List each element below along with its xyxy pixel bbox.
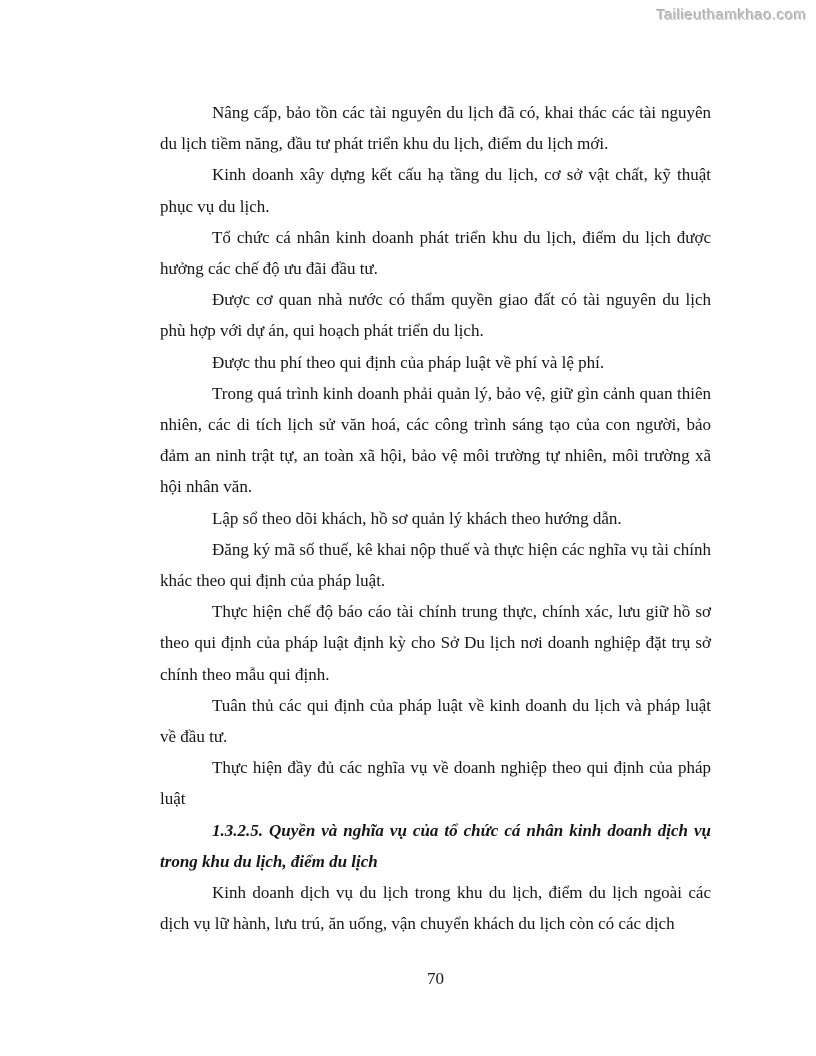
watermark: Tailieuthamkhao.com	[656, 7, 807, 24]
document-body	[160, 97, 711, 939]
section-heading: 1.3.2.5. Quyền và nghĩa vụ của tổ chức cá nhân kinh doanh dịch vụ trong khu du lịch, điểm du lịch	[160, 820, 711, 871]
paragraph: Trong quá trình kinh doanh phải quản lý, bảo vệ, giữ gìn cảnh quan thiên nhiên, các di tích lịch sử văn hoá, các công trình sáng tạo của con người, bảo đảm an ninh trật tự, an toàn xã hội, bảo vệ môi trường tự nhiên, môi trường xã hội nhân văn.	[160, 383, 711, 497]
paragraph: Thực hiện chế độ báo cáo tài chính trung thực, chính xác, lưu giữ hồ sơ theo qui định của pháp luật định kỳ cho Sở Du lịch nơi doanh nghiệp đặt trụ sở chính theo mẫu qui định.	[160, 602, 711, 684]
paragraph: Tổ chức cá nhân kinh doanh phát triển khu du lịch, điểm du lịch được hưởng các chế độ ưu đãi đầu tư.	[160, 227, 711, 279]
paragraph: Nâng cấp, bảo tồn các tài nguyên du lịch đã có, khai thác các tài nguyên du lịch tiềm năng, đầu tư phát triển khu du lịch, điểm du lịch mới.	[160, 103, 711, 154]
paragraph: Tuân thủ các qui định của pháp luật về kinh doanh du lịch và pháp luật về đầu tư.	[160, 695, 711, 747]
paragraph: Kinh doanh dịch vụ du lịch trong khu du lịch, điểm du lịch ngoài các dịch vụ lữ hành, lưu trú, ăn uống, vận chuyển khách du lịch còn có các dịch	[160, 883, 711, 934]
page-number: 70	[427, 969, 444, 988]
paragraph: Được thu phí theo qui định của pháp luật về phí và lệ phí.	[212, 352, 605, 372]
paragraph: Kinh doanh xây dựng kết cấu hạ tầng du lịch, cơ sở vật chất, kỹ thuật phục vụ du lịch.	[160, 165, 711, 216]
paragraph: Thực hiện đầy đủ các nghĩa vụ về doanh nghiệp theo qui định của pháp luật	[160, 758, 711, 809]
paragraph: Được cơ quan nhà nước có thẩm quyền giao đất có tài nguyên du lịch phù hợp với dự án, qui hoạch phát triển du lịch.	[160, 290, 711, 341]
paragraph: Lập sổ theo dõi khách, hồ sơ quản lý khách theo hướng dẫn.	[212, 508, 622, 528]
paragraph: Đăng ký mã số thuế, kê khai nộp thuế và thực hiện các nghĩa vụ tài chính khác theo qui định của pháp luật.	[160, 539, 711, 591]
